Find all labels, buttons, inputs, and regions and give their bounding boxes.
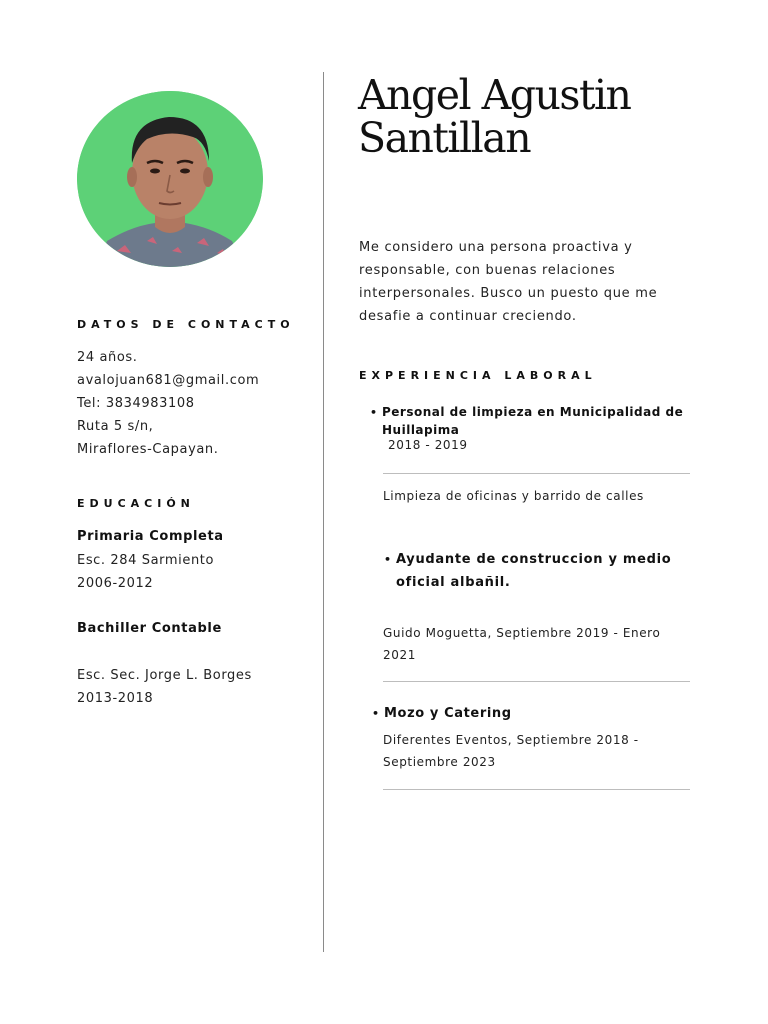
job-detail: [383, 622, 703, 666]
contact-address-line-1: Ruta 5 s/n,: [77, 419, 154, 434]
profile-line: responsable, con buenas relaciones: [359, 263, 616, 278]
job-detail: [383, 729, 703, 773]
profile-line: desafie a continuar creciendo.: [359, 309, 577, 324]
name-line-1: Angel Agustin: [358, 71, 631, 119]
education-school: Esc. Sec. Jorge L. Borges: [77, 668, 252, 683]
education-years: 2013-2018: [77, 691, 154, 706]
job-title: • Mozo y Catering: [384, 704, 512, 724]
person-portrait-icon: [77, 91, 263, 267]
job-separator: [383, 789, 690, 790]
name-line-2: Santillan: [358, 114, 531, 162]
education-heading: EDUCACIÓN: [77, 497, 195, 510]
job-separator: [383, 681, 690, 682]
job-detail-line: Diferentes Eventos, Septiembre 2018 -: [383, 733, 639, 747]
job-title-line: • Personal de limpieza en Municipalidad de: [382, 405, 684, 419]
job-description: Limpieza de oficinas y barrido de calles: [383, 489, 644, 503]
education-school: Esc. 284 Sarmiento: [77, 553, 215, 568]
profile-summary: [359, 236, 699, 328]
contact-address-line-2: Miraflores-Capayan.: [77, 442, 219, 457]
job-detail-line: 2021: [383, 648, 416, 662]
job-detail-line: Septiembre 2023: [383, 755, 496, 769]
job-dates: 2018 - 2019: [388, 438, 468, 452]
contact-age: 24 años.: [77, 350, 138, 365]
education-title: Bachiller Contable: [77, 621, 222, 636]
candidate-name: [358, 71, 748, 162]
education-entry: [77, 549, 307, 595]
contact-email: avalojuan681@gmail.com: [77, 373, 260, 388]
profile-line: Me considero una persona proactiva y: [359, 240, 633, 255]
profile-line: interpersonales. Busco un puesto que me: [359, 286, 658, 301]
contact-details: [77, 346, 307, 461]
job-title-line: oficial albañil.: [396, 575, 511, 590]
education-years: 2006-2012: [77, 576, 154, 591]
job-title-line: • Ayudante de construccion y medio: [396, 552, 672, 567]
profile-photo: [77, 91, 263, 267]
column-divider: [323, 72, 324, 952]
job-title-line: Huillapima: [382, 423, 460, 437]
education-entry: [77, 664, 307, 710]
contact-phone: Tel: 3834983108: [77, 396, 195, 411]
job-detail-line: Guido Moguetta, Septiembre 2019 - Enero: [383, 626, 661, 640]
experience-heading: EXPERIENCIA LABORAL: [359, 369, 597, 382]
contact-heading: DATOS DE CONTACTO: [77, 318, 295, 331]
job-title: [396, 548, 716, 594]
education-title: Primaria Completa: [77, 529, 224, 544]
job-separator: [383, 473, 690, 474]
